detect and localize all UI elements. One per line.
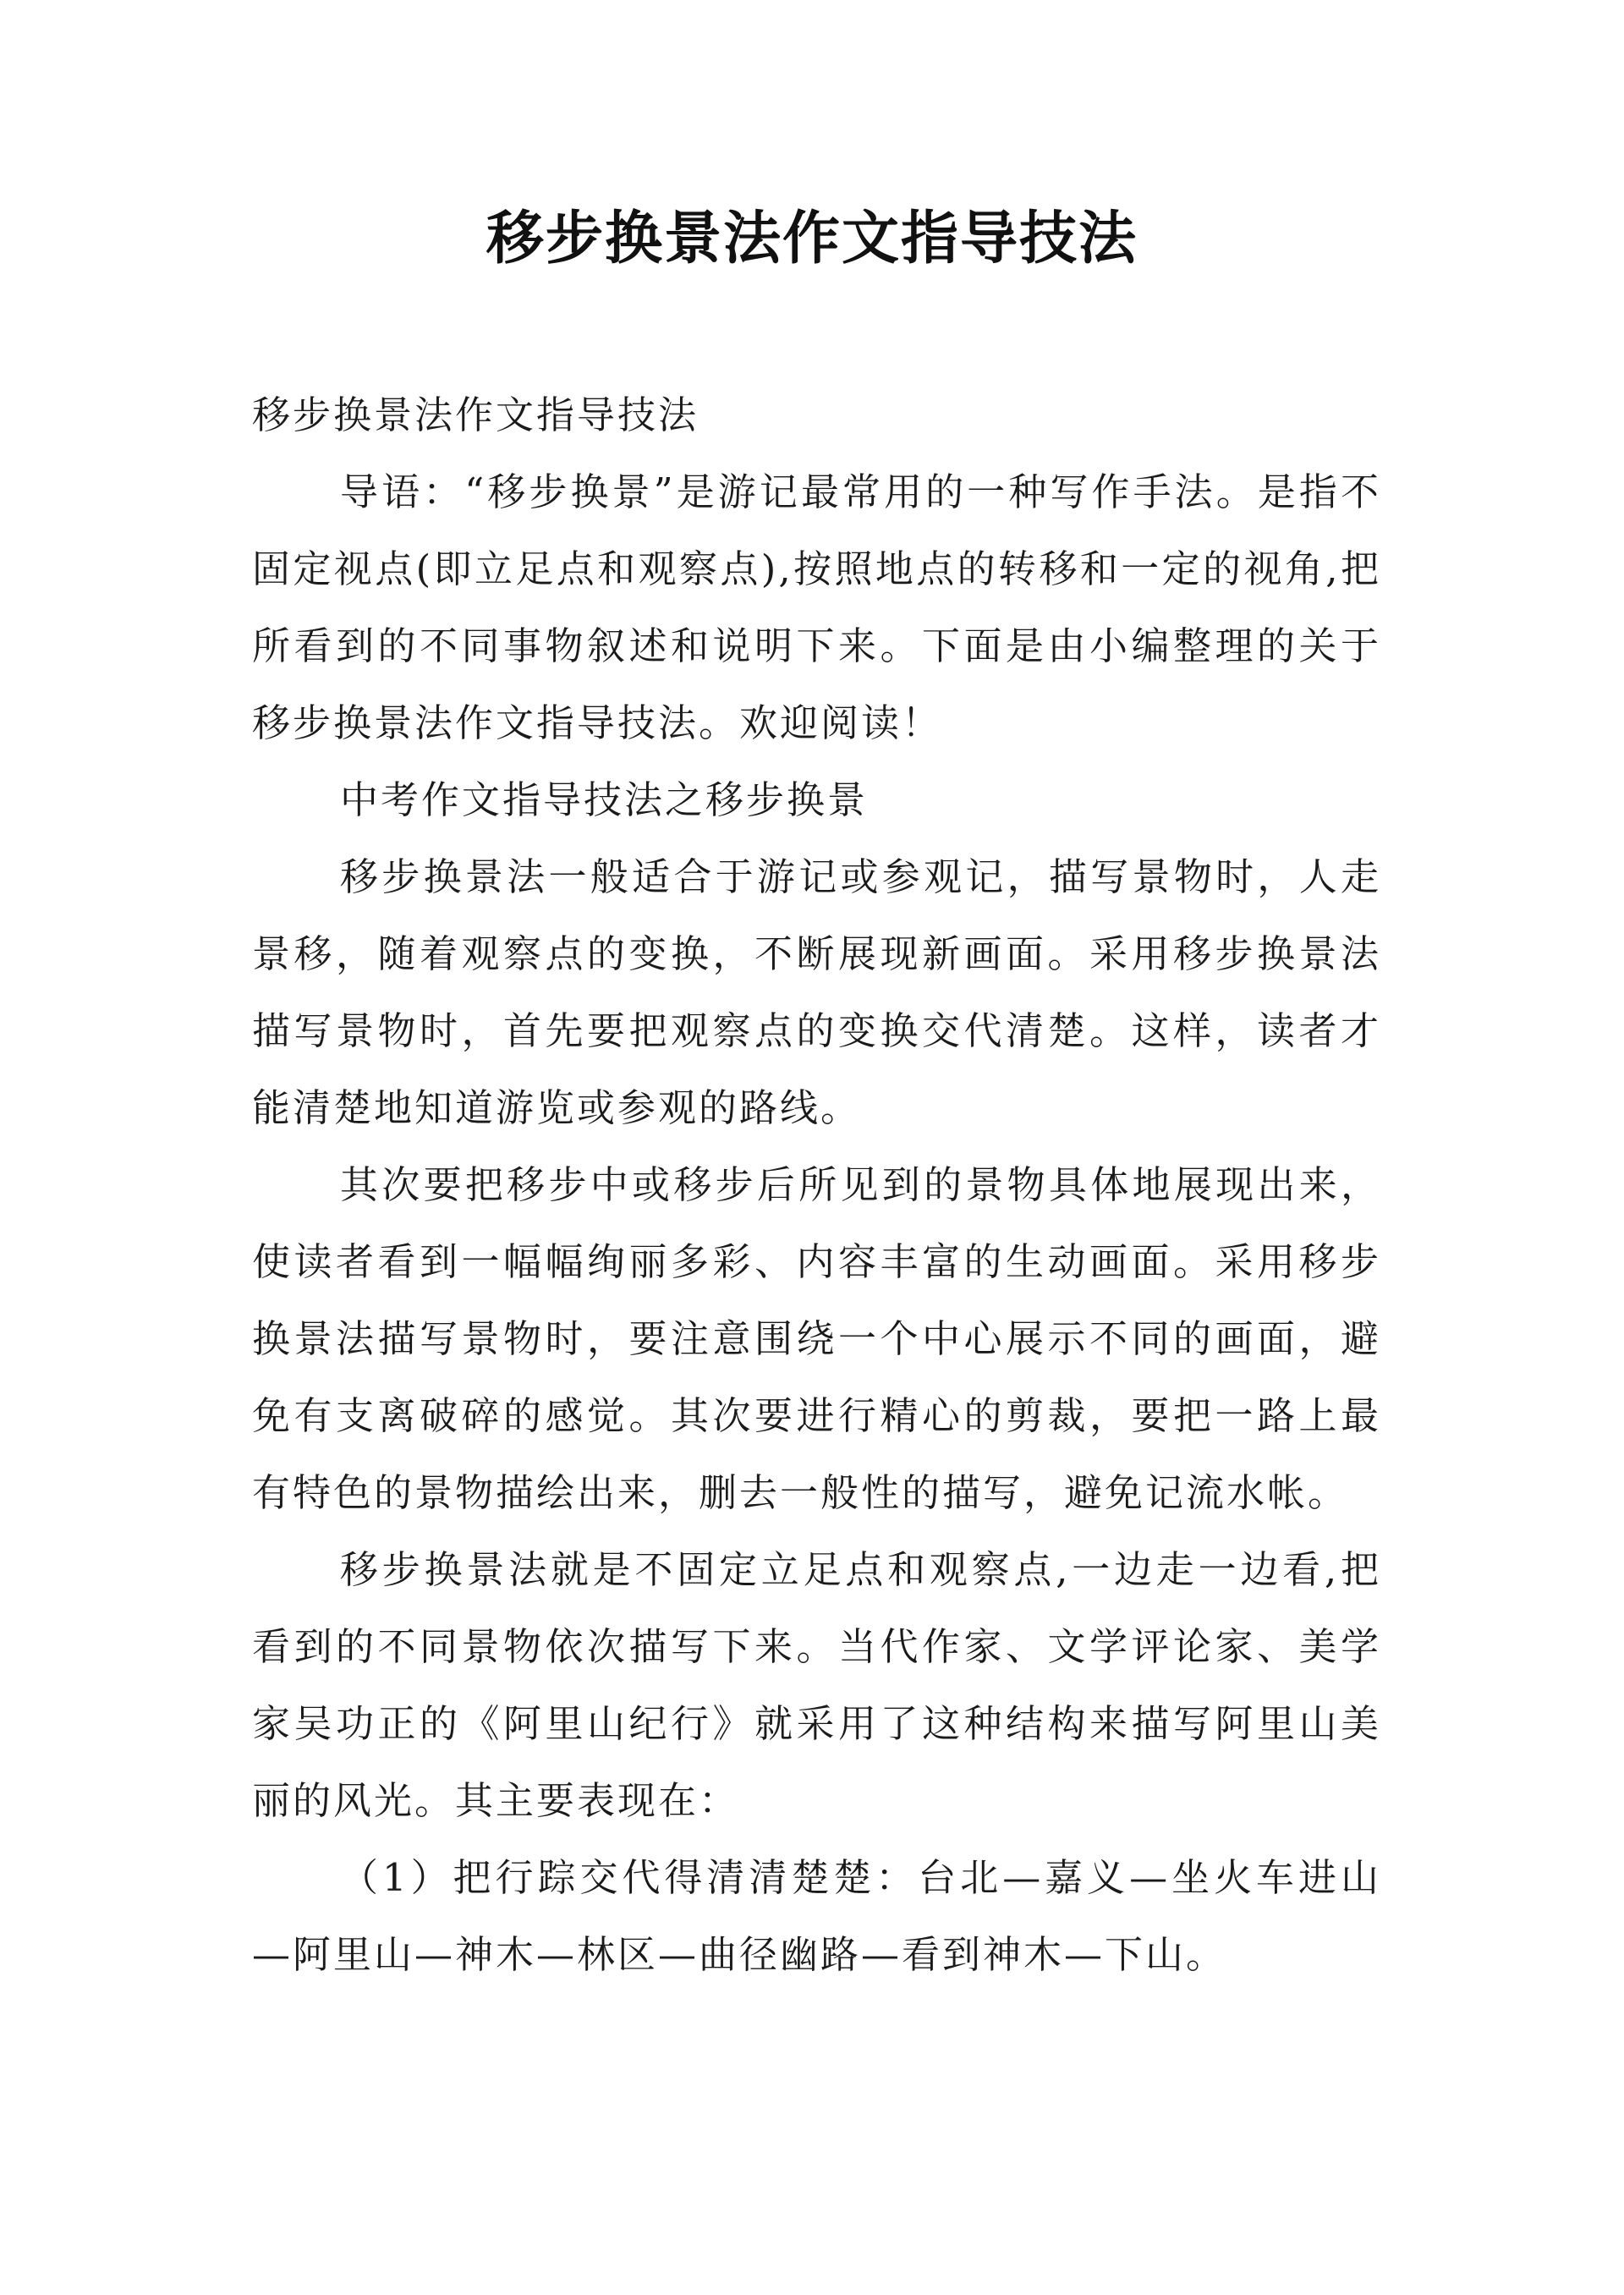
paragraph-body: 其次要把移步中或移步后所见到的景物具体地展现出来，使读者看到一幅幅绚丽多彩、内容丰富的生动画面。采用移步换景法描写景物时，要注意围绕一个中心展示不同的画面，避免有支离破碎的感觉。其次要进行精心的剪裁，要把一路上最有特色的景物描绘出来，删去一般性的描写，避免记流水帐。 — [252, 1162, 1381, 1515]
paragraph-section-heading: 中考作文指导技法之移步换景 — [340, 777, 869, 822]
paragraph-list-item: （1）把行踪交代得清清楚楚：台北—嘉义—坐火车进山—阿里山—神木—林区—曲径幽路—看到神木—下山。 — [252, 1855, 1381, 1977]
paragraph-body: 移步换景法一般适合于游记或参观记，描写景物时，人走景移，随着观察点的变换，不断展现新画面。采用移步换景法描写景物时，首先要把观察点的变换交代清楚。这样，读者才能清楚地知道游览或参观的路线。 — [252, 854, 1381, 1130]
paragraph-subtitle: 移步换景法作文指导技法 — [252, 393, 700, 437]
document-body — [252, 376, 1381, 1993]
paragraph-introduction: 导语：“移步换景”是游记最常用的一种写作手法。是指不固定视点(即立足点和观察点),按照地点的转移和一定的视角,把所看到的不同事物叙述和说明下来。下面是由小编整理的关于移步换景法作文指导技法。欢迎阅读！ — [252, 469, 1381, 745]
document-title: 移步换景法作文指导技法 — [486, 205, 1138, 272]
paragraph-body: 移步换景法就是不固定立足点和观察点,一边走一边看,把看到的不同景物依次描写下来。当代作家、文学评论家、美学家吴功正的《阿里山纪行》就采用了这种结构来描写阿里山美丽的风光。其主要表现在： — [252, 1547, 1381, 1823]
